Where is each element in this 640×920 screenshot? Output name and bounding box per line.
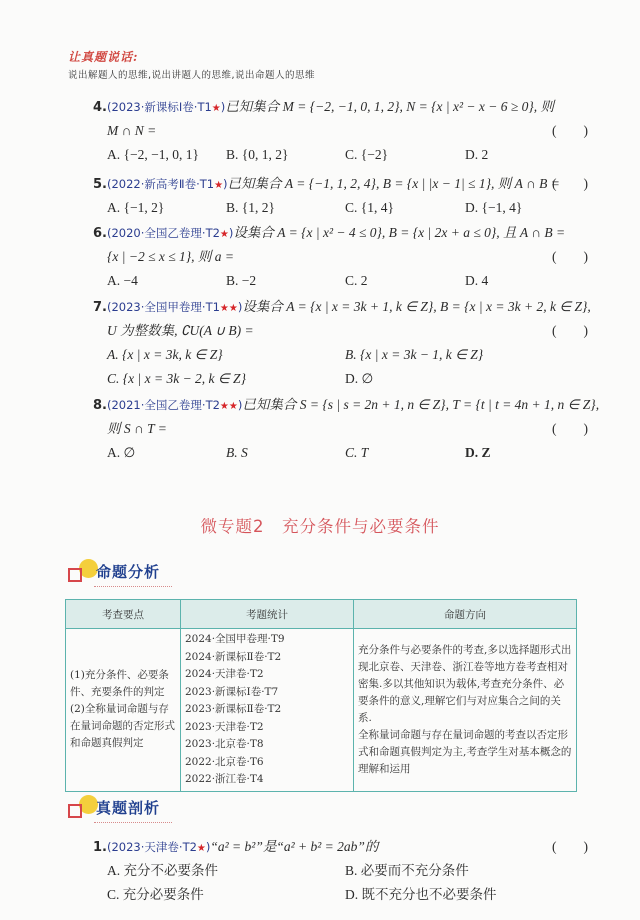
header-key-points: 考查要点 (66, 600, 181, 629)
question-stem-cont: M ∩ N = (107, 123, 157, 138)
option-a: A. ∅ (107, 445, 136, 460)
options-row (93, 442, 588, 466)
stat-item: 2023·新课标Ⅱ卷·T2 (185, 703, 282, 715)
question-source: (2023·天津卷·T2 (107, 840, 197, 854)
difficulty-stars: ★ (219, 229, 229, 240)
difficulty-stars: ★★ (219, 401, 238, 412)
question-source: (2023·新课标Ⅰ卷·T1 (107, 100, 212, 114)
options-row (93, 884, 588, 908)
slogan-subtitle: 说出解题人的思维,说出讲题人的思维,说出命题人的思维 (68, 70, 316, 81)
question-source: (2022·新高考Ⅱ卷·T1 (107, 177, 215, 191)
option-d: D. 4 (465, 273, 489, 288)
question-stem: 已知集合 A = {−1, 1, 2, 4}, B = {x | |x − 1| ≤ 1}, 则 A ∩ B = (227, 176, 560, 191)
difficulty-stars: ★ (214, 180, 224, 191)
options-row (93, 368, 588, 392)
question-stem: 设集合 A = {x | x = 3k + 1, k ∈ Z}, B = {x | x = 3k + 2, k ∈ Z}, (242, 299, 591, 314)
header-statistics: 考题统计 (181, 600, 354, 629)
exam-question-1: 1.(2023·天津卷·T2★)“a² = b²”是“a² + b² = 2ab”的 ( ) A. 充分不必要条件 B. 必要而不充分条件 C. 充分必要条件 D. 既不充分也不必要条件 (93, 836, 588, 908)
slogan-title: 让真题说话: (68, 50, 139, 64)
key-point: (2)全称量词命题与存在量词命题的否定形式和命题真假判定 (70, 703, 175, 750)
stat-item: 2024·天津卷·T2 (185, 668, 264, 680)
option-c: C. {1, 4} (345, 200, 394, 215)
page-header (68, 48, 315, 81)
option-c: C. 2 (345, 273, 368, 288)
analysis-section-heading (68, 559, 178, 593)
options-row (93, 270, 588, 294)
analysis-table (65, 599, 577, 792)
question-stem: 已知集合 S = {s | s = 2n + 1, n ∈ Z}, T = {t | t = 4n + 1, n ∈ Z}, (242, 397, 600, 412)
direction-text: 全称量词命题与存在量词命题的考查以否定形式和命题真假判定为主,考查学生对基本概念的理解和运用 (358, 728, 572, 775)
question-4: 4.(2023·新课标Ⅰ卷·T1★)已知集合 M = {−2, −1, 0, 1, 2}, N = {x | x² − x − 6 ≥ 0}, 则 M ∩ N = ( ) A. {−2, −1, 0, 1} B. {0, 1, 2} C. {−2} D. 2 (93, 96, 588, 168)
topic-title: 微专题2 充分条件与必要条件 (200, 517, 440, 536)
option-a: A. 充分不必要条件 (107, 863, 218, 878)
option-a: A. −4 (107, 273, 138, 288)
option-c: C. {−2} (345, 147, 389, 162)
question-stem: 设集合 A = {x | x² − 4 ≤ 0}, B = {x | 2x + a ≤ 0}, 且 A ∩ B = (233, 225, 566, 240)
exam-section-heading (68, 795, 178, 829)
answer-blank: ( ) (552, 123, 588, 138)
table-header-row (66, 600, 577, 629)
options-row (93, 344, 588, 368)
option-b: B. 必要而不充分条件 (345, 863, 469, 878)
stat-item: 2022·北京卷·T6 (185, 755, 264, 768)
question-stem-cont: {x | −2 ≤ x ≤ 1}, 则 a = (107, 249, 235, 264)
exam-heading-text: 真题剖析 (96, 799, 161, 817)
question-source: (2020·全国乙卷理·T2 (107, 226, 220, 240)
question-number: 4 (93, 100, 103, 115)
difficulty-stars: ★ (196, 843, 206, 854)
question-number: 6 (93, 226, 103, 241)
options-row (93, 197, 588, 221)
question-stem-cont: 则 S ∩ T = (107, 421, 167, 436)
answer-blank: ( ) (552, 839, 588, 854)
options-row (93, 144, 588, 168)
option-d: D. ∅ (345, 371, 374, 386)
option-d: D. Z (465, 445, 491, 460)
table-row (66, 629, 577, 792)
key-points-cell (66, 629, 181, 792)
question-number: 7 (93, 300, 103, 315)
key-point: (1)充分条件、必要条件、充要条件的判定 (70, 669, 169, 699)
answer-blank: ( ) (552, 323, 588, 338)
header-directions: 命题方向 (354, 600, 577, 629)
answer-blank: ( ) (552, 421, 588, 436)
option-d: D. {−1, 4} (465, 200, 523, 215)
question-5: 5.(2022·新高考Ⅱ卷·T1★)已知集合 A = {−1, 1, 2, 4}, B = {x | |x − 1| ≤ 1}, 则 A ∩ B = ( ) A. {−1, 2} B. {1, 2} C. {1, 4} D. {−1, 4} (93, 173, 588, 221)
option-a: A. {−2, −1, 0, 1} (107, 147, 199, 162)
option-d: D. 2 (465, 147, 489, 162)
option-b: B. {1, 2} (226, 200, 275, 215)
direction-text: 充分条件与必要条件的考查,多以选择题形式出现北京卷、天津卷、浙江卷等地方卷考查相对密集.多以其他知识为载体,考查充分条件、必要条件的意义,理解它们与对应集合之间的关系. (358, 643, 572, 724)
difficulty-stars: ★★ (219, 303, 238, 314)
question-stem: 已知集合 M = {−2, −1, 0, 1, 2}, N = {x | x² − x − 6 ≥ 0}, 则 (225, 99, 555, 114)
option-a: A. {x | x = 3k, k ∈ Z} (107, 347, 223, 362)
answer-blank: ( ) (552, 249, 588, 264)
analysis-heading-text: 命题分析 (96, 563, 161, 581)
stat-item: 2023·北京卷·T8 (185, 738, 264, 750)
question-number: 1 (93, 840, 103, 855)
stat-item: 2022·浙江卷·T4 (185, 773, 264, 785)
option-c: C. 充分必要条件 (107, 887, 204, 902)
question-stem-cont: U 为整数集, ∁U(A ∪ B) = (107, 323, 254, 338)
dotted-underline (94, 822, 172, 823)
directions-cell (354, 629, 577, 792)
stat-item: 2023·新课标Ⅰ卷·T7 (185, 685, 279, 698)
question-number: 5 (93, 177, 103, 192)
stat-item: 2023·天津卷·T2 (185, 720, 264, 733)
options-row (93, 860, 588, 884)
question-8: 8.(2021·全国乙卷理·T2★★)已知集合 S = {s | s = 2n + 1, n ∈ Z}, T = {t | t = 4n + 1, n ∈ Z}, 则 S ∩ T = ( ) A. ∅ B. S C. T D. Z (93, 394, 588, 466)
question-6: 6.(2020·全国乙卷理·T2★)设集合 A = {x | x² − 4 ≤ 0}, B = {x | 2x + a ≤ 0}, 且 A ∩ B = {x | −2 ≤ x ≤ 1}, 则 a = ( ) A. −4 B. −2 C. 2 D. 4 (93, 222, 588, 294)
difficulty-stars: ★ (211, 103, 221, 114)
option-b: B. −2 (226, 273, 257, 288)
question-number: 8 (93, 398, 103, 413)
option-b: B. S (226, 445, 248, 460)
option-c: C. T (345, 445, 369, 460)
red-square-icon (68, 568, 82, 582)
statistics-cell (181, 629, 354, 792)
option-b: B. {0, 1, 2} (226, 147, 289, 162)
question-stem: “a² = b²”是“a² + b² = 2ab”的 (210, 839, 379, 854)
option-b: B. {x | x = 3k − 1, k ∈ Z} (345, 347, 484, 362)
stat-item: 2024·全国甲卷理·T9 (185, 633, 285, 645)
question-source: (2021·全国乙卷理·T2 (107, 398, 220, 412)
option-a: A. {−1, 2} (107, 200, 165, 215)
option-c: C. {x | x = 3k − 2, k ∈ Z} (107, 371, 246, 386)
question-source: (2023·全国甲卷理·T1 (107, 300, 220, 314)
dotted-underline (94, 586, 172, 587)
stat-item: 2024·新课标Ⅱ卷·T2 (185, 650, 282, 663)
answer-blank: ( ) (552, 176, 588, 191)
option-d: D. 既不充分也不必要条件 (345, 887, 497, 902)
red-square-icon (68, 804, 82, 818)
question-7: 7.(2023·全国甲卷理·T1★★)设集合 A = {x | x = 3k + 1, k ∈ Z}, B = {x | x = 3k + 2, k ∈ Z}, U 为整数集, ∁U(A ∪ B) = ( ) A. {x | x = 3k, k ∈ Z} B. {x | x = 3k − 1, k ∈ Z} C. {x | x = 3k − 2, k ∈ Z} D. ∅ (93, 296, 588, 392)
